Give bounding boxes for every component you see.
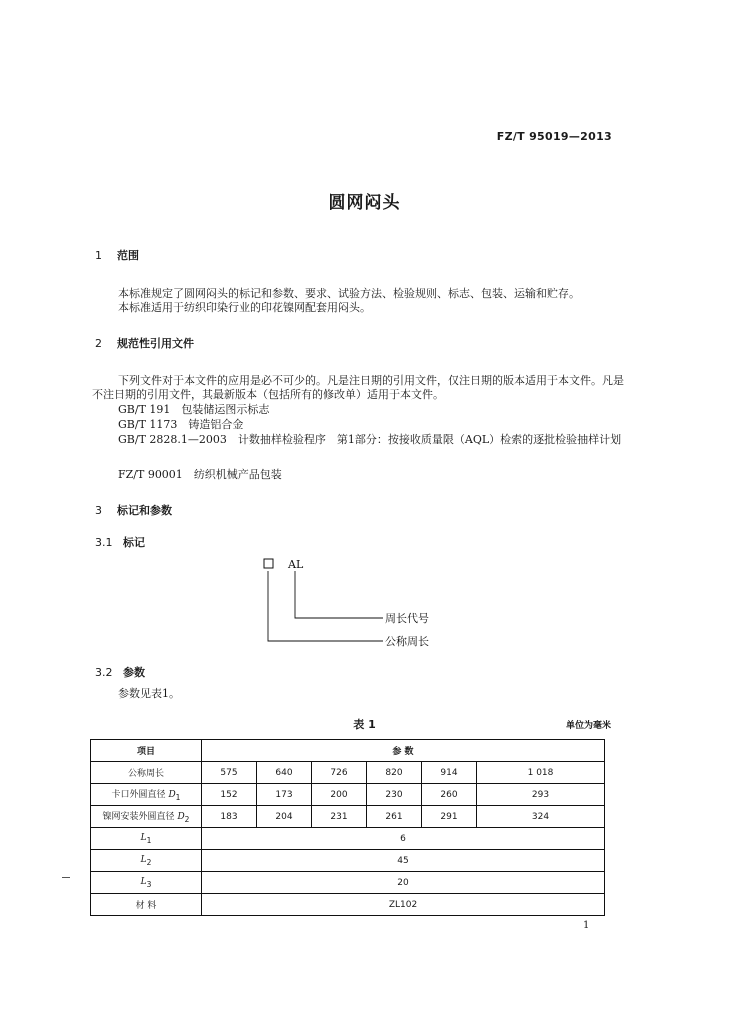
cell: ZL102 (202, 894, 605, 916)
row-label-text: 镍网安装外圆直径 (102, 812, 175, 823)
cell: 45 (202, 850, 605, 872)
reference-name: 纺织机械产品包装 (193, 468, 282, 481)
cell: 640 (257, 762, 312, 784)
cell: 726 (312, 762, 367, 784)
label-nominal-perimeter: 公称周长 (385, 635, 429, 648)
document-title: 圆网闷头 (328, 193, 401, 213)
row-symbol-subscript: 2 (146, 857, 152, 867)
table-row (91, 872, 605, 894)
standard-code: FZ/T 95019—2013 (496, 130, 612, 143)
reference-name: 铸造铝合金 (188, 418, 244, 431)
cell: 230 (367, 784, 422, 806)
section-title: 参数 (123, 666, 145, 679)
cell: 152 (202, 784, 257, 806)
row-symbol: L (140, 854, 147, 865)
leader-line-upper (295, 571, 383, 618)
reference-item (118, 403, 269, 417)
section-3-2-heading (95, 664, 145, 680)
reference-code: GB/T 1173 (118, 418, 178, 431)
table-row (91, 784, 605, 806)
header-item: 项目 (91, 740, 202, 762)
row-label: 公称周长 (91, 762, 202, 784)
scope-paragraph-2: 本标准适用于纺织印染行业的印花镍网配套用闷头。 (118, 301, 371, 314)
row-label (91, 872, 202, 894)
cell: 204 (257, 806, 312, 828)
cell: 820 (367, 762, 422, 784)
cell: 575 (202, 762, 257, 784)
cell: 914 (422, 762, 477, 784)
unit-note: 单位为毫米 (565, 721, 611, 731)
table-row (91, 806, 605, 828)
table-row (91, 828, 605, 850)
row-symbol: D (168, 790, 176, 801)
cell: 293 (477, 784, 605, 806)
cell: 173 (257, 784, 312, 806)
params-reference-text: 参数见表1。 (118, 687, 180, 700)
label-perimeter-code: 周长代号 (385, 612, 429, 625)
cell: 260 (422, 784, 477, 806)
reference-name: 计数抽样检验程序 第1部分：按接收质量限（AQL）检索的逐批检验抽样计划 (237, 433, 622, 446)
cell: 231 (312, 806, 367, 828)
marking-diagram (255, 554, 465, 654)
row-label-text: 卡口外圆直径 (111, 790, 166, 801)
section-1-heading (95, 247, 139, 263)
reference-code: FZ/T 90001 (118, 468, 183, 481)
section-title: 范围 (117, 249, 139, 262)
row-symbol-subscript: 1 (146, 835, 152, 845)
reference-item (118, 418, 243, 432)
leader-line-lower (268, 571, 383, 641)
section-2-heading (95, 335, 194, 351)
marking-suffix: AL (288, 558, 304, 571)
cell: 183 (202, 806, 257, 828)
cell: 291 (422, 806, 477, 828)
normative-references-paragraph: 下列文件对于本文件的应用是必不可少的。凡是注日期的引用文件，仅注日期的版本适用于本文件。凡是不注日期的引用文件，其最新版本（包括所有的修改单）适用于本文件。 (92, 374, 624, 401)
row-symbol: L (140, 832, 147, 843)
table-row (91, 894, 605, 916)
reference-code: GB/T 2828.1—2003 (118, 433, 227, 446)
scope-paragraph-1: 本标准规定了圆网闷头的标记和参数、要求、试验方法、检验规则、标志、包装、运输和贮存。 (118, 287, 580, 300)
row-symbol: L (140, 876, 147, 887)
table-header-row (91, 740, 605, 762)
row-symbol-subscript: 3 (146, 879, 152, 889)
section-3-heading (95, 502, 172, 518)
section-number: 3 (95, 504, 102, 517)
cell: 324 (477, 806, 605, 828)
section-title: 标记和参数 (117, 504, 172, 517)
placeholder-box (264, 559, 273, 568)
page-number: 1 (583, 920, 590, 931)
parameter-table (90, 739, 605, 916)
row-symbol: D (177, 812, 185, 823)
row-label (91, 806, 202, 828)
row-symbol-subscript: 1 (175, 792, 181, 802)
row-label (91, 850, 202, 872)
table-row (91, 762, 605, 784)
row-label (91, 784, 202, 806)
section-number: 3.1 (95, 536, 113, 549)
cell: 1 018 (477, 762, 605, 784)
section-number: 1 (95, 249, 102, 262)
cell: 20 (202, 872, 605, 894)
section-number: 3.2 (95, 666, 113, 679)
reference-name: 包装储运图示标志 (181, 403, 270, 416)
cell: 6 (202, 828, 605, 850)
reference-item (118, 468, 282, 482)
margin-mark (62, 877, 70, 878)
section-title: 标记 (123, 536, 145, 549)
row-label: 材 料 (91, 894, 202, 916)
cell: 200 (312, 784, 367, 806)
section-title: 规范性引用文件 (117, 337, 194, 350)
header-params: 参 数 (202, 740, 605, 762)
cell: 261 (367, 806, 422, 828)
table-row (91, 850, 605, 872)
section-number: 2 (95, 337, 102, 350)
row-label (91, 828, 202, 850)
table-caption: 表 1 (353, 718, 376, 731)
row-symbol-subscript: 2 (184, 814, 190, 824)
section-3-1-heading (95, 534, 145, 550)
reference-item (92, 433, 632, 447)
reference-code: GB/T 191 (118, 403, 171, 416)
